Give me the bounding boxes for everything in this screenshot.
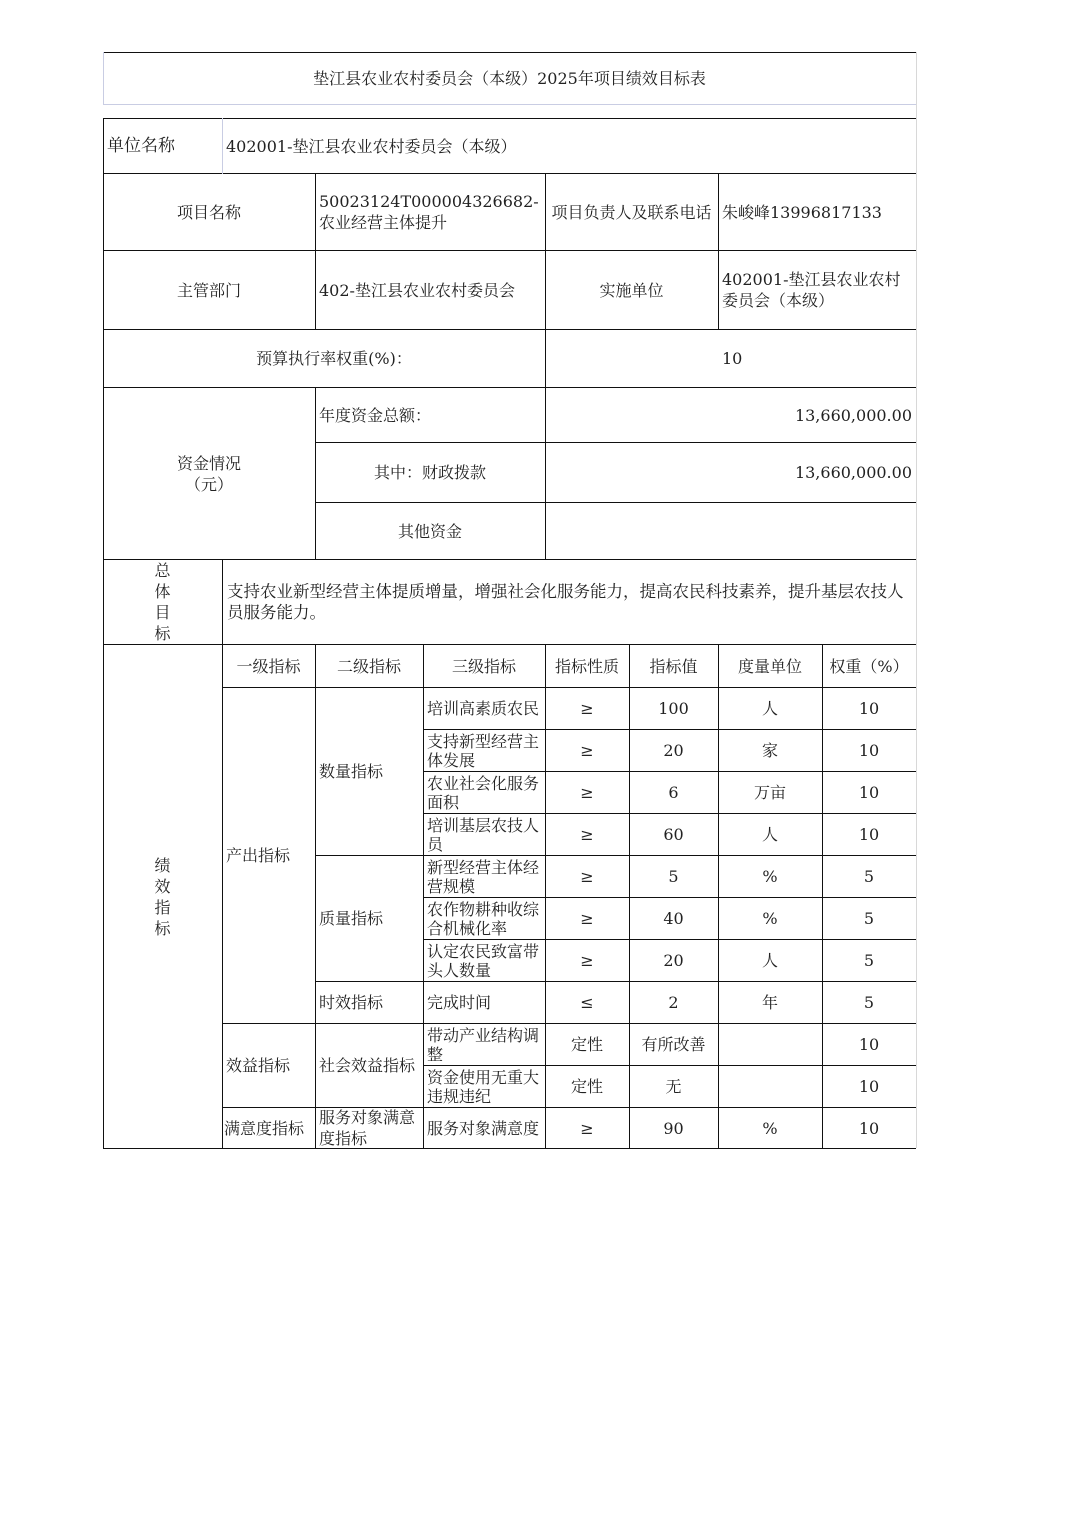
indicator-weight: 5	[863, 993, 875, 1012]
funds-fiscal-value: 13,660,000.00	[794, 463, 912, 482]
budget-weight-value: 10	[722, 349, 743, 368]
divider	[315, 387, 316, 560]
divider	[103, 52, 104, 105]
divider	[315, 442, 916, 443]
indicator-weight: 5	[863, 867, 875, 886]
divider	[103, 387, 916, 388]
indicator-unit: 人	[761, 951, 778, 970]
indicators-label-char: 标	[154, 918, 171, 938]
divider	[103, 250, 916, 251]
divider	[103, 644, 916, 645]
department-label: 主管部门	[176, 280, 241, 300]
header-level1: 一级指标	[236, 656, 301, 676]
indicator-weight: 10	[858, 1035, 880, 1054]
indicator-value: 6	[668, 783, 679, 802]
performance-indicators-label	[103, 645, 222, 1148]
level3-indicator: 资金使用无重大违规违纪	[427, 1067, 540, 1106]
indicator-unit: 年	[761, 993, 778, 1012]
level2-social-benefit: 社会效益指标	[319, 1056, 416, 1075]
level2-quantity: 数量指标	[319, 762, 384, 781]
level3-indicator: 服务对象满意度	[427, 1119, 540, 1138]
funds-label	[103, 388, 315, 559]
indicator-nature: ≥	[580, 1119, 594, 1138]
indicator-unit: %	[762, 867, 778, 886]
divider	[423, 644, 424, 1149]
funds-total-label: 年度资金总额：	[319, 405, 432, 425]
level1-satisfaction: 满意度指标	[224, 1118, 305, 1138]
project-contact-value: 朱峻峰13996817133	[722, 202, 882, 222]
divider	[718, 173, 719, 330]
divider	[103, 104, 916, 105]
indicator-nature: 定性	[570, 1077, 603, 1096]
divider	[222, 1023, 916, 1024]
implementing-unit-label: 实施单位	[599, 280, 664, 300]
indicator-value: 40	[663, 909, 684, 928]
indicator-nature: ≥	[580, 909, 594, 928]
indicator-value: 100	[658, 699, 689, 718]
divider	[103, 559, 916, 560]
indicator-nature: ≥	[580, 825, 594, 844]
indicator-weight: 10	[858, 741, 880, 760]
indicator-value: 20	[663, 951, 684, 970]
indicator-unit	[718, 1066, 822, 1107]
level2-service-satisfaction: 服务对象满意度指标	[319, 1108, 416, 1148]
level3-indicator: 培训基层农技人员	[427, 815, 540, 854]
indicator-value: 2	[668, 993, 679, 1012]
indicator-unit: %	[762, 1119, 778, 1138]
divider	[103, 329, 916, 330]
divider	[222, 1107, 916, 1108]
unit-name-value: 402001-垫江县农业农村委员会（本级）	[226, 136, 517, 156]
funds-label-line1: 资金情况	[176, 453, 241, 473]
funds-fiscal-label: 其中：财政拨款	[373, 463, 486, 482]
level3-indicator: 认定农民致富带头人数量	[427, 941, 540, 980]
indicator-unit: 万亩	[753, 783, 786, 802]
project-name-value: 50023124T000004326682-农业经营主体提升	[319, 192, 539, 232]
indicator-unit: 家	[761, 741, 778, 760]
header-nature: 指标性质	[554, 656, 619, 676]
goal-label-char: 标	[154, 624, 171, 643]
header-value: 指标值	[649, 656, 698, 676]
indicator-value: 90	[663, 1119, 684, 1138]
divider	[222, 559, 223, 1149]
level3-indicator: 农作物耕种收综合机械化率	[427, 899, 540, 938]
goal-label-char: 总	[154, 561, 171, 580]
divider	[103, 118, 916, 119]
divider	[629, 644, 630, 1149]
indicators-label-char: 效	[154, 876, 171, 896]
indicator-unit: 人	[761, 699, 778, 718]
funds-other-label: 其他资金	[397, 521, 462, 541]
divider	[222, 118, 223, 174]
indicator-value: 有所改善	[641, 1035, 706, 1054]
level3-indicator: 培训高素质农民	[427, 699, 540, 718]
indicator-value: 60	[663, 825, 684, 844]
divider	[103, 173, 916, 174]
divider	[718, 644, 719, 1149]
indicator-weight: 5	[863, 909, 875, 928]
header-weight: 权重（%）	[829, 656, 909, 676]
level3-indicator: 完成时间	[427, 993, 492, 1012]
indicator-nature: ≥	[580, 867, 594, 886]
overall-goal-text: 支持农业新型经营主体提质增量，增强社会化服务能力，提高农民科技素养，提升基层农技人员服务能力。	[227, 582, 904, 622]
level3-indicator: 带动产业结构调整	[427, 1025, 540, 1064]
divider	[545, 173, 546, 560]
divider	[916, 52, 917, 1148]
divider	[315, 644, 316, 1149]
level1-output: 产出指标	[226, 846, 291, 865]
indicator-weight: 5	[863, 951, 875, 970]
level2-timeliness: 时效指标	[319, 993, 384, 1012]
indicator-weight: 10	[858, 1077, 880, 1096]
level3-indicator: 新型经营主体经营规模	[427, 857, 540, 896]
divider	[315, 981, 916, 982]
project-contact-label: 项目负责人及联系电话	[551, 202, 712, 222]
divider	[222, 687, 916, 688]
indicator-nature: ≥	[580, 951, 594, 970]
project-name-label: 项目名称	[176, 202, 241, 222]
indicator-value: 5	[668, 867, 679, 886]
header-level3: 三级指标	[451, 656, 516, 676]
indicator-weight: 10	[858, 825, 880, 844]
level3-indicator: 农业社会化服务面积	[427, 773, 540, 812]
funds-total-value: 13,660,000.00	[794, 405, 912, 425]
level3-indicator: 支持新型经营主体发展	[427, 731, 540, 770]
indicators-label-char: 指	[154, 897, 171, 917]
funds-label-line2: （元）	[184, 474, 233, 494]
indicator-nature: ≥	[580, 783, 594, 802]
divider	[315, 502, 916, 503]
indicator-unit: 人	[761, 825, 778, 844]
divider	[545, 644, 546, 1149]
indicator-value: 20	[663, 741, 684, 760]
budget-weight-label: 预算执行率权重(%)：	[256, 349, 412, 368]
indicator-weight: 10	[858, 1119, 880, 1138]
divider	[103, 52, 916, 53]
department-value: 402-垫江县农业农村委员会	[319, 280, 515, 300]
divider	[315, 173, 316, 330]
divider	[315, 855, 916, 856]
indicator-nature: ≤	[580, 993, 594, 1012]
goal-label-char: 目	[154, 603, 171, 622]
indicator-value: 无	[665, 1077, 682, 1096]
funds-other-value	[545, 503, 916, 559]
indicator-unit: %	[762, 909, 778, 928]
level1-benefit: 效益指标	[226, 1056, 291, 1075]
divider	[822, 644, 823, 1149]
indicators-label-char: 绩	[154, 855, 171, 875]
sheet-title: 垫江县农业农村委员会（本级）2025年项目绩效目标表	[313, 69, 706, 88]
divider	[103, 1148, 916, 1149]
header-level2: 二级指标	[336, 656, 401, 676]
implementing-unit-value: 402001-垫江县农业农村委员会（本级）	[722, 270, 901, 310]
header-unit: 度量单位	[737, 656, 802, 676]
level2-quality: 质量指标	[319, 909, 384, 928]
goal-label-char: 体	[154, 582, 171, 601]
indicator-unit	[718, 1024, 822, 1065]
indicator-nature: ≥	[580, 741, 594, 760]
overall-goal-label	[103, 560, 222, 644]
indicator-weight: 10	[858, 699, 880, 718]
indicator-nature: 定性	[570, 1035, 603, 1054]
divider	[103, 118, 104, 1149]
indicator-weight: 10	[858, 783, 880, 802]
indicator-nature: ≥	[580, 699, 594, 718]
unit-name-label: 单位名称	[107, 135, 175, 156]
